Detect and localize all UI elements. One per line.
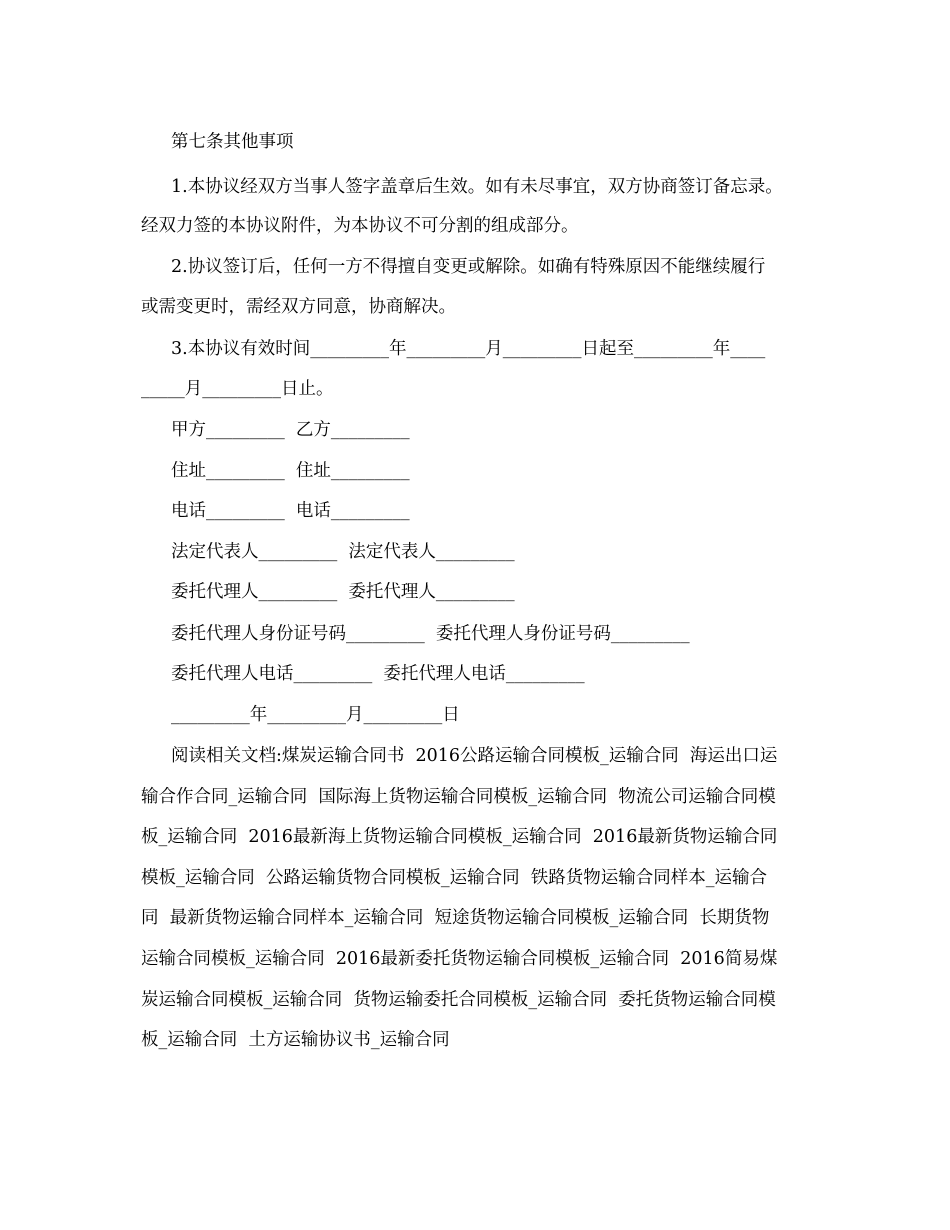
clause-2-line-1: 2.协议签订后，任何一方不得擅自变更或解除。如确有特殊原因不能继续履行 (171, 257, 766, 277)
party-line: 甲方_________ 乙方_________ (171, 420, 410, 440)
agent-phone-line: 委托代理人电话_________ 委托代理人电话_________ (171, 664, 585, 684)
related-docs-line: 炭运输合同模板_运输合同 货物运输委托合同模板_运输合同 委托货物运输合同模 (141, 990, 776, 1010)
related-docs-line: 模板_运输合同 公路运输货物合同模板_运输合同 铁路货物运输合同样本_运输合 (141, 868, 767, 888)
related-docs-line: 同 最新货物运输合同样本_运输合同 短途货物运输合同模板_运输合同 长期货物 (141, 908, 770, 928)
related-docs-line: 板_运输合同 土方运输协议书_运输合同 (141, 1030, 450, 1050)
agent-id-line: 委托代理人身份证号码_________ 委托代理人身份证号码_________ (171, 624, 690, 644)
related-docs-line: 输合作合同_运输合同 国际海上货物运输合同模板_运输合同 物流公司运输合同模 (141, 787, 776, 807)
clause-3-line-1: 3.本协议有效时间_________年_________月_________日起至_________年____ (171, 339, 766, 359)
section-title: 第七条其他事项 (171, 132, 294, 152)
clause-3-line-2: _____月_________日止。 (141, 379, 334, 399)
related-docs-line: 板_运输合同 2016最新海上货物运输合同模板_运输合同 2016最新货物运输合同 (141, 827, 778, 847)
clause-1-line-1: 1.本协议经双方当事人签字盖章后生效。如有未尽事宜，双方协商签订备忘录。 (171, 177, 783, 197)
related-docs-line: 运输合同模板_运输合同 2016最新委托货物运输合同模板_运输合同 2016简易煤 (141, 949, 778, 969)
phone-line: 电话_________ 电话_________ (171, 501, 410, 521)
signing-date-line: _________年_________月_________日 (171, 705, 460, 725)
agent-line: 委托代理人_________ 委托代理人_________ (171, 582, 515, 602)
clause-2-line-2: 或需变更时，需经双方同意，协商解决。 (141, 297, 456, 317)
clause-1-line-2: 经双力签的本协议附件，为本协议不可分割的组成部分。 (141, 216, 579, 236)
address-line: 住址_________ 住址_________ (171, 461, 410, 481)
related-docs-line: 阅读相关文档:煤炭运输合同书 2016公路运输合同模板_运输合同 海运出口运 (171, 746, 778, 766)
legal-representative-line: 法定代表人_________ 法定代表人_________ (171, 542, 515, 562)
